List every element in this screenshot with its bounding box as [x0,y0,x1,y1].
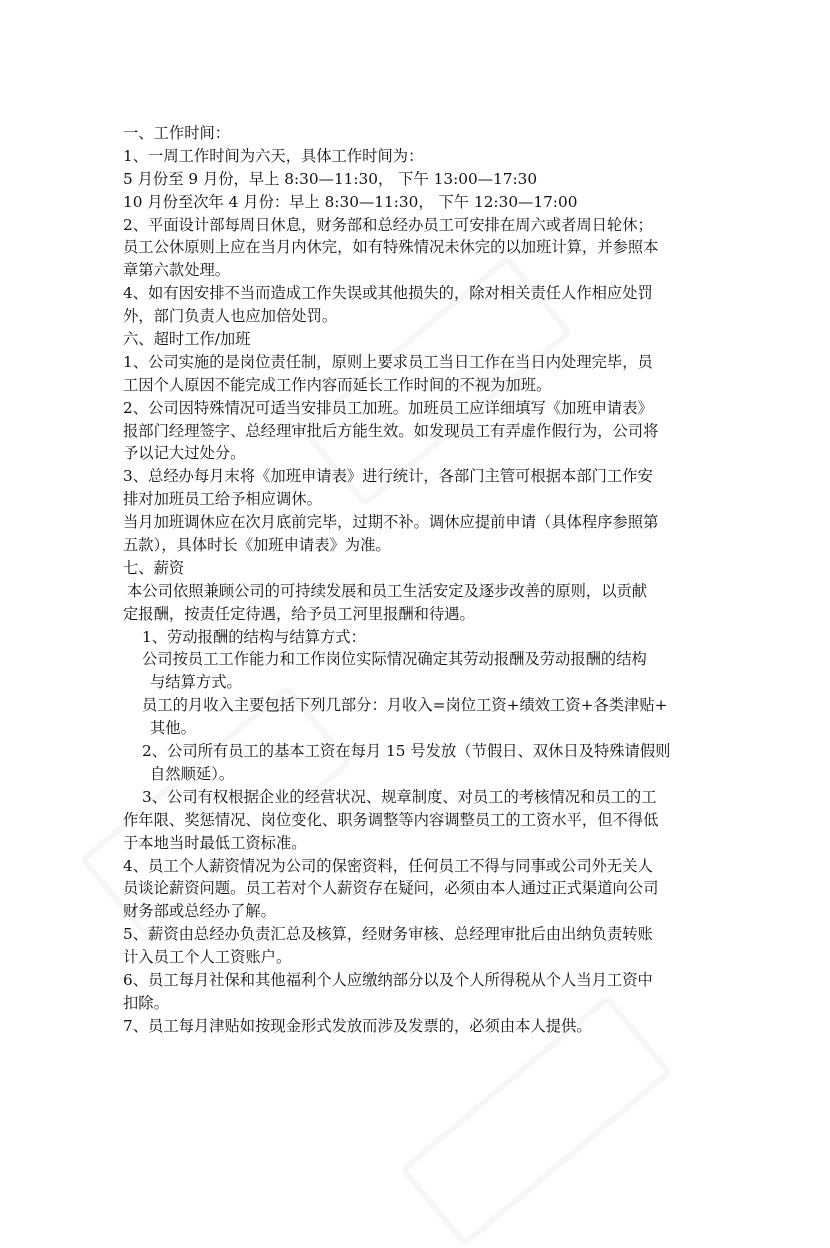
paragraph-line: 5 月份至 9 月份，早上 8:30—11:30， 下午 13:00—17:30 [123,169,538,188]
paragraph-line: 自然顺延）。 [150,764,235,783]
paragraph-line: 于本地当时最低工资标准。 [123,833,307,852]
paragraph-line: 当月加班调休应在次月底前完毕，过期不补。调休应提前申请（具体程序参照第 [123,513,659,532]
paragraph-line: 6、员工每月社保和其他福利个人应缴纳部分以及个人所得税从个人当月工资中 [123,970,653,989]
paragraph-line: 3、公司有权根据企业的经营状况、规章制度、对员工的考核情况和员工的工 [142,787,657,806]
paragraph-line: 本公司依照兼顾公司的可持续发展和员工生活安定及逐步改善的原则，以贡献 [127,581,648,600]
paragraph-line: 2、平面设计部每周日休息，财务部和总经办员工可安排在周六或者周日轮休； [123,215,653,234]
paragraph-line: 4、如有因安排不当而造成工作失误或其他损失的，除对相关责任人作相应处罚 [123,284,653,303]
paragraph-line: 五款），具体时长《加班申请表》为准。 [123,536,391,555]
paragraph-line: 公司按员工工作能力和工作岗位实际情况确定其劳动报酬及劳动报酬的结构 [142,650,647,669]
paragraph-line: 定报酬，按责任定待遇，给予员工河里报酬和待遇。 [123,604,475,623]
paragraph-line: 与结算方式。 [150,673,242,692]
paragraph-line: 排对加班员工给予相应调休。 [123,490,322,509]
paragraph-line: 外，部门负责人也应加倍处罚。 [123,307,338,326]
section-heading: 七、薪资 [123,558,185,577]
paragraph-line: 1、一周工作时间为六天，具体工作时间为： [123,146,424,165]
paragraph-line: 员谈论薪资问题。员工若对个人薪资存在疑问，必须由本人通过正式渠道向公司 [123,879,659,898]
paragraph-line: 报部门经理签字、总经理审批后方能生效。如发现员工有弄虚作假行为，公司将 [123,421,659,440]
paragraph-line: 员工的月收入主要包括下列几部分：月收入=岗位工资+绩效工资+各类津贴+ [142,696,668,715]
paragraph-line: 财务部或总经办了解。 [123,902,276,921]
paragraph-line: 5、薪资由总经办负责汇总及核算，经财务审核、总经理审批后由出纳负责转账 [123,925,653,944]
paragraph-line: 员工公休原则上应在当月内休完，如有特殊情况未休完的以加班计算，并参照本 [123,238,659,257]
paragraph-line: 作年限、奖惩情况、岗位变化、职务调整等内容调整员工的工资水平，但不得低 [123,810,659,829]
paragraph-line: 章第六款处理。 [123,261,231,280]
paragraph-line: 工因个人原因不能完成工作内容而延长工作时间的不视为加班。 [123,375,552,394]
section-heading: 一、工作时间： [123,124,231,142]
paragraph-line: 4、员工个人薪资情况为公司的保密资料，任何员工不得与同事或公司外无关人 [123,856,653,875]
paragraph-line: 扣除。 [123,993,169,1012]
paragraph-line: 2、公司因特殊情况可适当安排员工加班。加班员工应详细填写《加班申请表》 [123,398,653,417]
paragraph-line: 7、员工每月津贴如按现金形式发放而涉及发票的，必须由本人提供。 [123,1016,592,1035]
section-heading: 六、超时工作/加班 [123,330,251,349]
paragraph-line: 予以记大过处分。 [123,444,246,463]
paragraph-line: 3、总经办每月末将《加班申请表》进行统计，各部门主管可根据本部门工作安 [123,467,653,486]
paragraph-line: 2、公司所有员工的基本工资在每月 15 号发放（节假日、双休日及特殊请假则 [142,742,671,761]
paragraph-line: 1、公司实施的是岗位责任制，原则上要求员工当日工作在当日内处理完毕，员 [123,352,653,371]
paragraph-line: 10 月份至次年 4 月份：早上 8:30—11:30， 下午 12:30—17:00 [123,192,578,211]
document-body [123,122,713,1038]
paragraph-line: 其他。 [150,719,196,738]
paragraph-line: 计入员工个人工资账户。 [123,948,292,967]
paragraph-line: 1、劳动报酬的结构与结算方式： [142,627,366,646]
